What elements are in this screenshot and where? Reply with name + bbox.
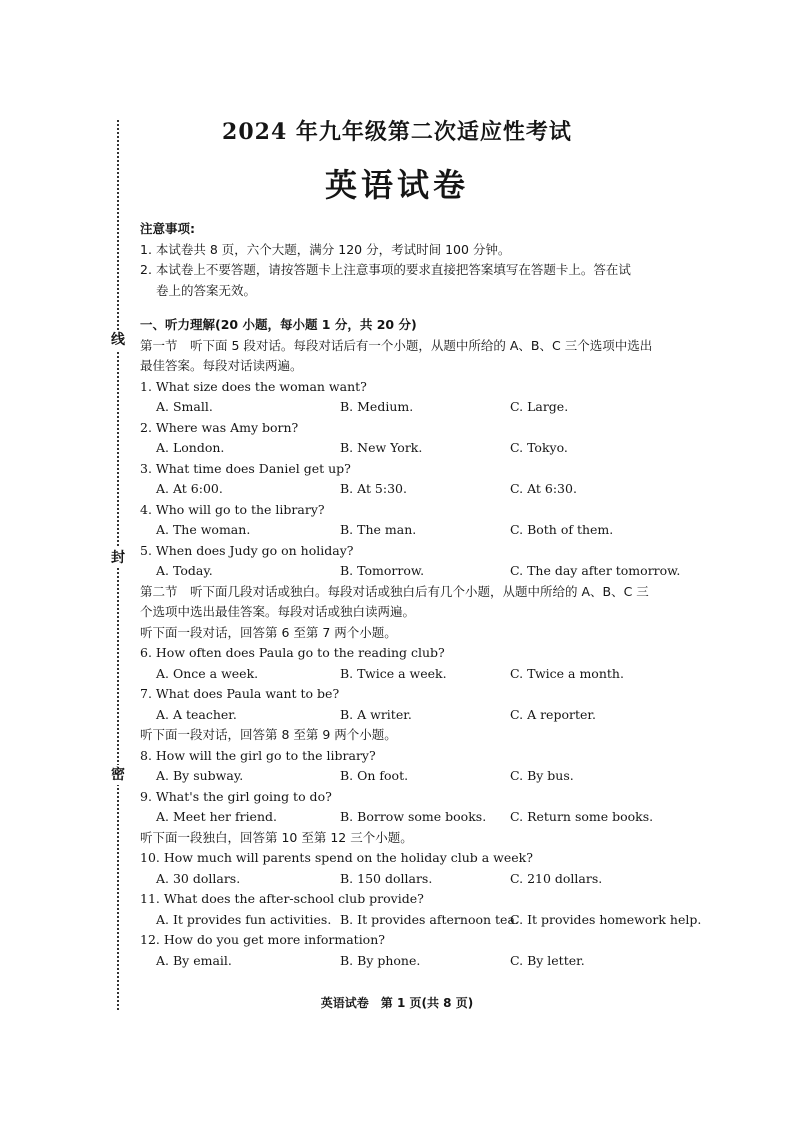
question-options [140, 951, 700, 972]
monologue-intro: 听下面一段独白，回答第 10 至第 12 三个小题。 [140, 829, 413, 845]
option-c: C. By bus. [510, 768, 574, 783]
option-b: B. Twice a week. [340, 665, 447, 681]
option-a: A. By subway. [156, 768, 244, 783]
part-instruction: 最佳答案。每段对话读两遍。 [140, 358, 303, 373]
option-b: B. It provides afternoon tea. [340, 911, 519, 927]
notice-item: 卷上的答案无效。 [156, 282, 257, 298]
option-b: B. Medium. [340, 399, 414, 414]
option-b: B. The man. [340, 522, 417, 537]
question-options [140, 869, 700, 890]
notice-item: 1. 本试卷共 8 页，六个大题，满分 120 分，考试时间 100 分钟。 [140, 241, 511, 257]
question-stem: 12. How do you get more information? [140, 932, 385, 947]
part-instruction: 第二节 听下面几段对话或独白。每段对话或独白后有几个小题，从题中所给的 A、B、C 三 [140, 583, 649, 599]
option-c: C. It provides homework help. [510, 911, 702, 927]
option-a: A. The woman. [156, 522, 251, 537]
question-options [140, 910, 700, 931]
question-stem: 4. Who will go to the library? [140, 501, 325, 517]
option-b: B. Tomorrow. [340, 563, 425, 578]
question-stem: 6. How often does Paula go to the reading club? [140, 645, 445, 660]
option-c: C. Return some books. [510, 809, 654, 824]
option-a: A. By email. [156, 952, 232, 968]
question-options [140, 479, 700, 500]
question-options [140, 520, 700, 541]
option-a: A. Today. [156, 563, 213, 578]
option-c: C. Large. [510, 399, 569, 414]
option-c: C. At 6:30. [510, 481, 577, 496]
option-b: B. A writer. [340, 706, 412, 722]
question-stem: 3. What time does Daniel get up? [140, 460, 351, 476]
question-options [140, 397, 700, 418]
question-stem: 9. What's the girl going to do? [140, 788, 332, 804]
question-stem: 5. When does Judy go on holiday? [140, 542, 354, 558]
option-c: C. Twice a month. [510, 665, 624, 681]
exam-content [140, 219, 700, 971]
binding-mark-secret: 密 [108, 765, 128, 785]
notice-heading: 注意事项: [140, 221, 195, 236]
question-stem: 11. What does the after-school club provide? [140, 891, 424, 906]
option-a: A. London. [156, 440, 225, 455]
question-stem: 10. How much will parents spend on the holiday club a week? [140, 850, 533, 865]
option-a: A. Meet her friend. [156, 809, 277, 824]
option-b: B. By phone. [340, 952, 421, 968]
option-c: C. Both of them. [510, 522, 614, 537]
option-b: B. 150 dollars. [340, 870, 433, 886]
option-b: B. Borrow some books. [340, 809, 487, 824]
option-a: A. Once a week. [156, 665, 259, 681]
notice-item: 2. 本试卷上不要答题，请按答题卡上注意事项的要求直接把答案填写在答题卡上。答在试 [140, 262, 631, 277]
part-instruction: 第一节 听下面 5 段对话。每段对话后有一个小题，从题中所给的 A、B、C 三个选项中选出 [140, 337, 653, 353]
part-instruction: 个选项中选出最佳答案。每段对话或独白读两遍。 [140, 604, 416, 619]
question-options [140, 807, 700, 828]
option-c: C. A reporter. [510, 706, 596, 722]
exam-subject-title: 英语试卷 [324, 166, 469, 204]
section-heading: 一、听力理解(20 小题，每小题 1 分，共 20 分) [140, 317, 417, 332]
question-options [140, 664, 700, 685]
question-options [140, 766, 700, 787]
question-options [140, 561, 700, 582]
dialogue-intro: 听下面一段对话，回答第 6 至第 7 两个小题。 [140, 624, 397, 640]
option-c: C. By letter. [510, 952, 585, 968]
question-stem: 8. How will the girl go to the library? [140, 747, 376, 763]
question-stem: 1. What size does the woman want? [140, 378, 367, 394]
option-c: C. 210 dollars. [510, 870, 603, 886]
option-b: B. New York. [340, 440, 423, 455]
option-a: A. Small. [156, 399, 213, 414]
option-b: B. On foot. [340, 768, 409, 783]
option-b: B. At 5:30. [340, 481, 407, 496]
question-stem: 7. What does Paula want to be? [140, 686, 340, 701]
page-footer: 英语试卷 第 1 页(共 8 页) [320, 996, 474, 1010]
binding-mark-line: 线 [108, 330, 128, 350]
question-options [140, 705, 700, 726]
option-a: A. It provides fun activities. [156, 911, 332, 927]
binding-mark-seal: 封 [108, 548, 128, 568]
option-c: C. Tokyo. [510, 440, 568, 455]
option-c: C. The day after tomorrow. [510, 563, 681, 578]
option-a: A. A teacher. [156, 706, 237, 722]
question-options [140, 438, 700, 459]
option-a: A. At 6:00. [156, 481, 223, 496]
question-stem: 2. Where was Amy born? [140, 419, 299, 435]
dialogue-intro: 听下面一段对话，回答第 8 至第 9 两个小题。 [140, 727, 397, 742]
option-a: A. 30 dollars. [156, 870, 241, 886]
exam-title: 2024 年九年级第二次适应性考试 [222, 119, 572, 145]
